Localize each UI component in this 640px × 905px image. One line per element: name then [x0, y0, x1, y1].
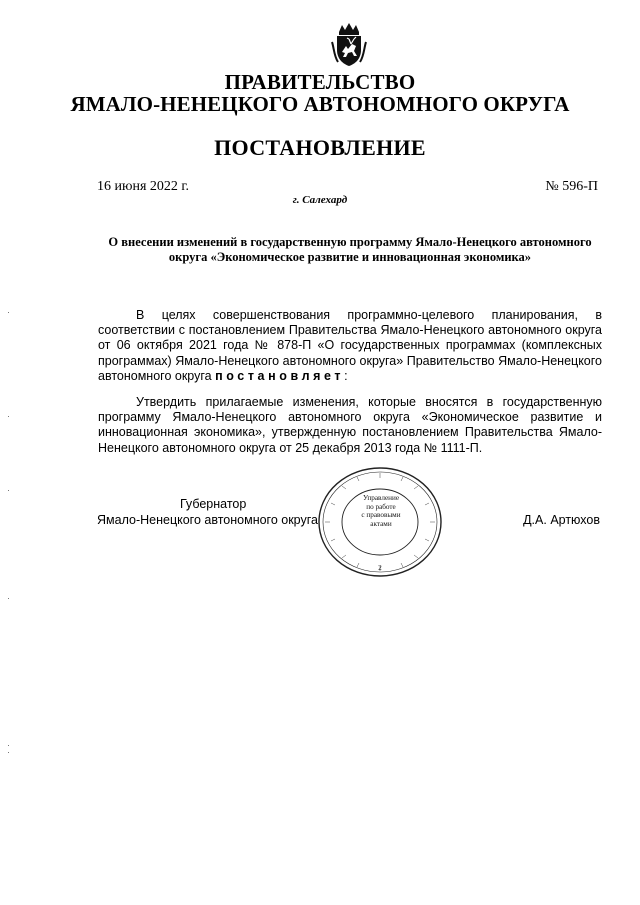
scan-artifact	[8, 312, 9, 313]
stamp-number: 2	[378, 564, 382, 572]
government-title: ПРАВИТЕЛЬСТВО	[224, 70, 416, 94]
stamp-line: актами	[370, 519, 392, 528]
government-region: ЯМАЛО-НЕНЕЦКОГО АВТОНОМНОГО ОКРУГА	[70, 92, 570, 116]
resolution-verb: постановляет	[215, 368, 345, 383]
document-number: № 596-П	[545, 179, 598, 194]
stamp-line: по работе	[366, 502, 396, 511]
scan-artifact	[8, 490, 9, 491]
signatory-role: Губернатор	[180, 497, 247, 511]
scan-artifact	[8, 745, 9, 746]
stamp-line: с правовыми	[361, 511, 401, 520]
signatory-organization: Ямало-Ненецкого автономного округа	[97, 513, 318, 527]
paragraph-text: В целях совершенствования программно-целевого планирования, в соответствии с постановлением Правительства Ямало-Ненецкого автономного округа от 06 октября 2021 года № 878-П «О государственных программах (комплексных программах) Ямало-Ненецкого автономного округа» Правительство Ямало-Ненецкого автономного округа	[98, 308, 602, 383]
document-city: г. Салехард	[292, 194, 348, 206]
coat-of-arms-emblem	[326, 22, 372, 68]
scan-artifact	[8, 598, 9, 599]
document-type-title: ПОСТАНОВЛЕНИЕ	[214, 135, 426, 160]
paragraph-punctuation: :	[344, 368, 348, 383]
scan-artifact	[8, 416, 9, 417]
document-date: 16 июня 2022 г.	[97, 179, 190, 194]
document-subject: О внесении изменений в государственную программу Ямало-Ненецкого автономного округа «Экономическое развитие и инновационная экономика»	[108, 235, 592, 264]
stamp-line: Управление	[362, 494, 400, 502]
body-paragraph-1	[98, 308, 602, 384]
body-paragraph-2: Утвердить прилагаемые изменения, которые вносятся в государственную программу Ямало-Ненецкого автономного округа «Экономическое развитие и инновационная экономика», утвержденную постановлением Правительства Ямало-Ненецкого автономного округа от 25 декабря 2013 года № 1111-П.	[98, 395, 602, 455]
stamp-center-text	[352, 494, 410, 528]
scan-artifact	[8, 752, 9, 753]
signatory-name: Д.А. Артюхов	[523, 513, 600, 527]
